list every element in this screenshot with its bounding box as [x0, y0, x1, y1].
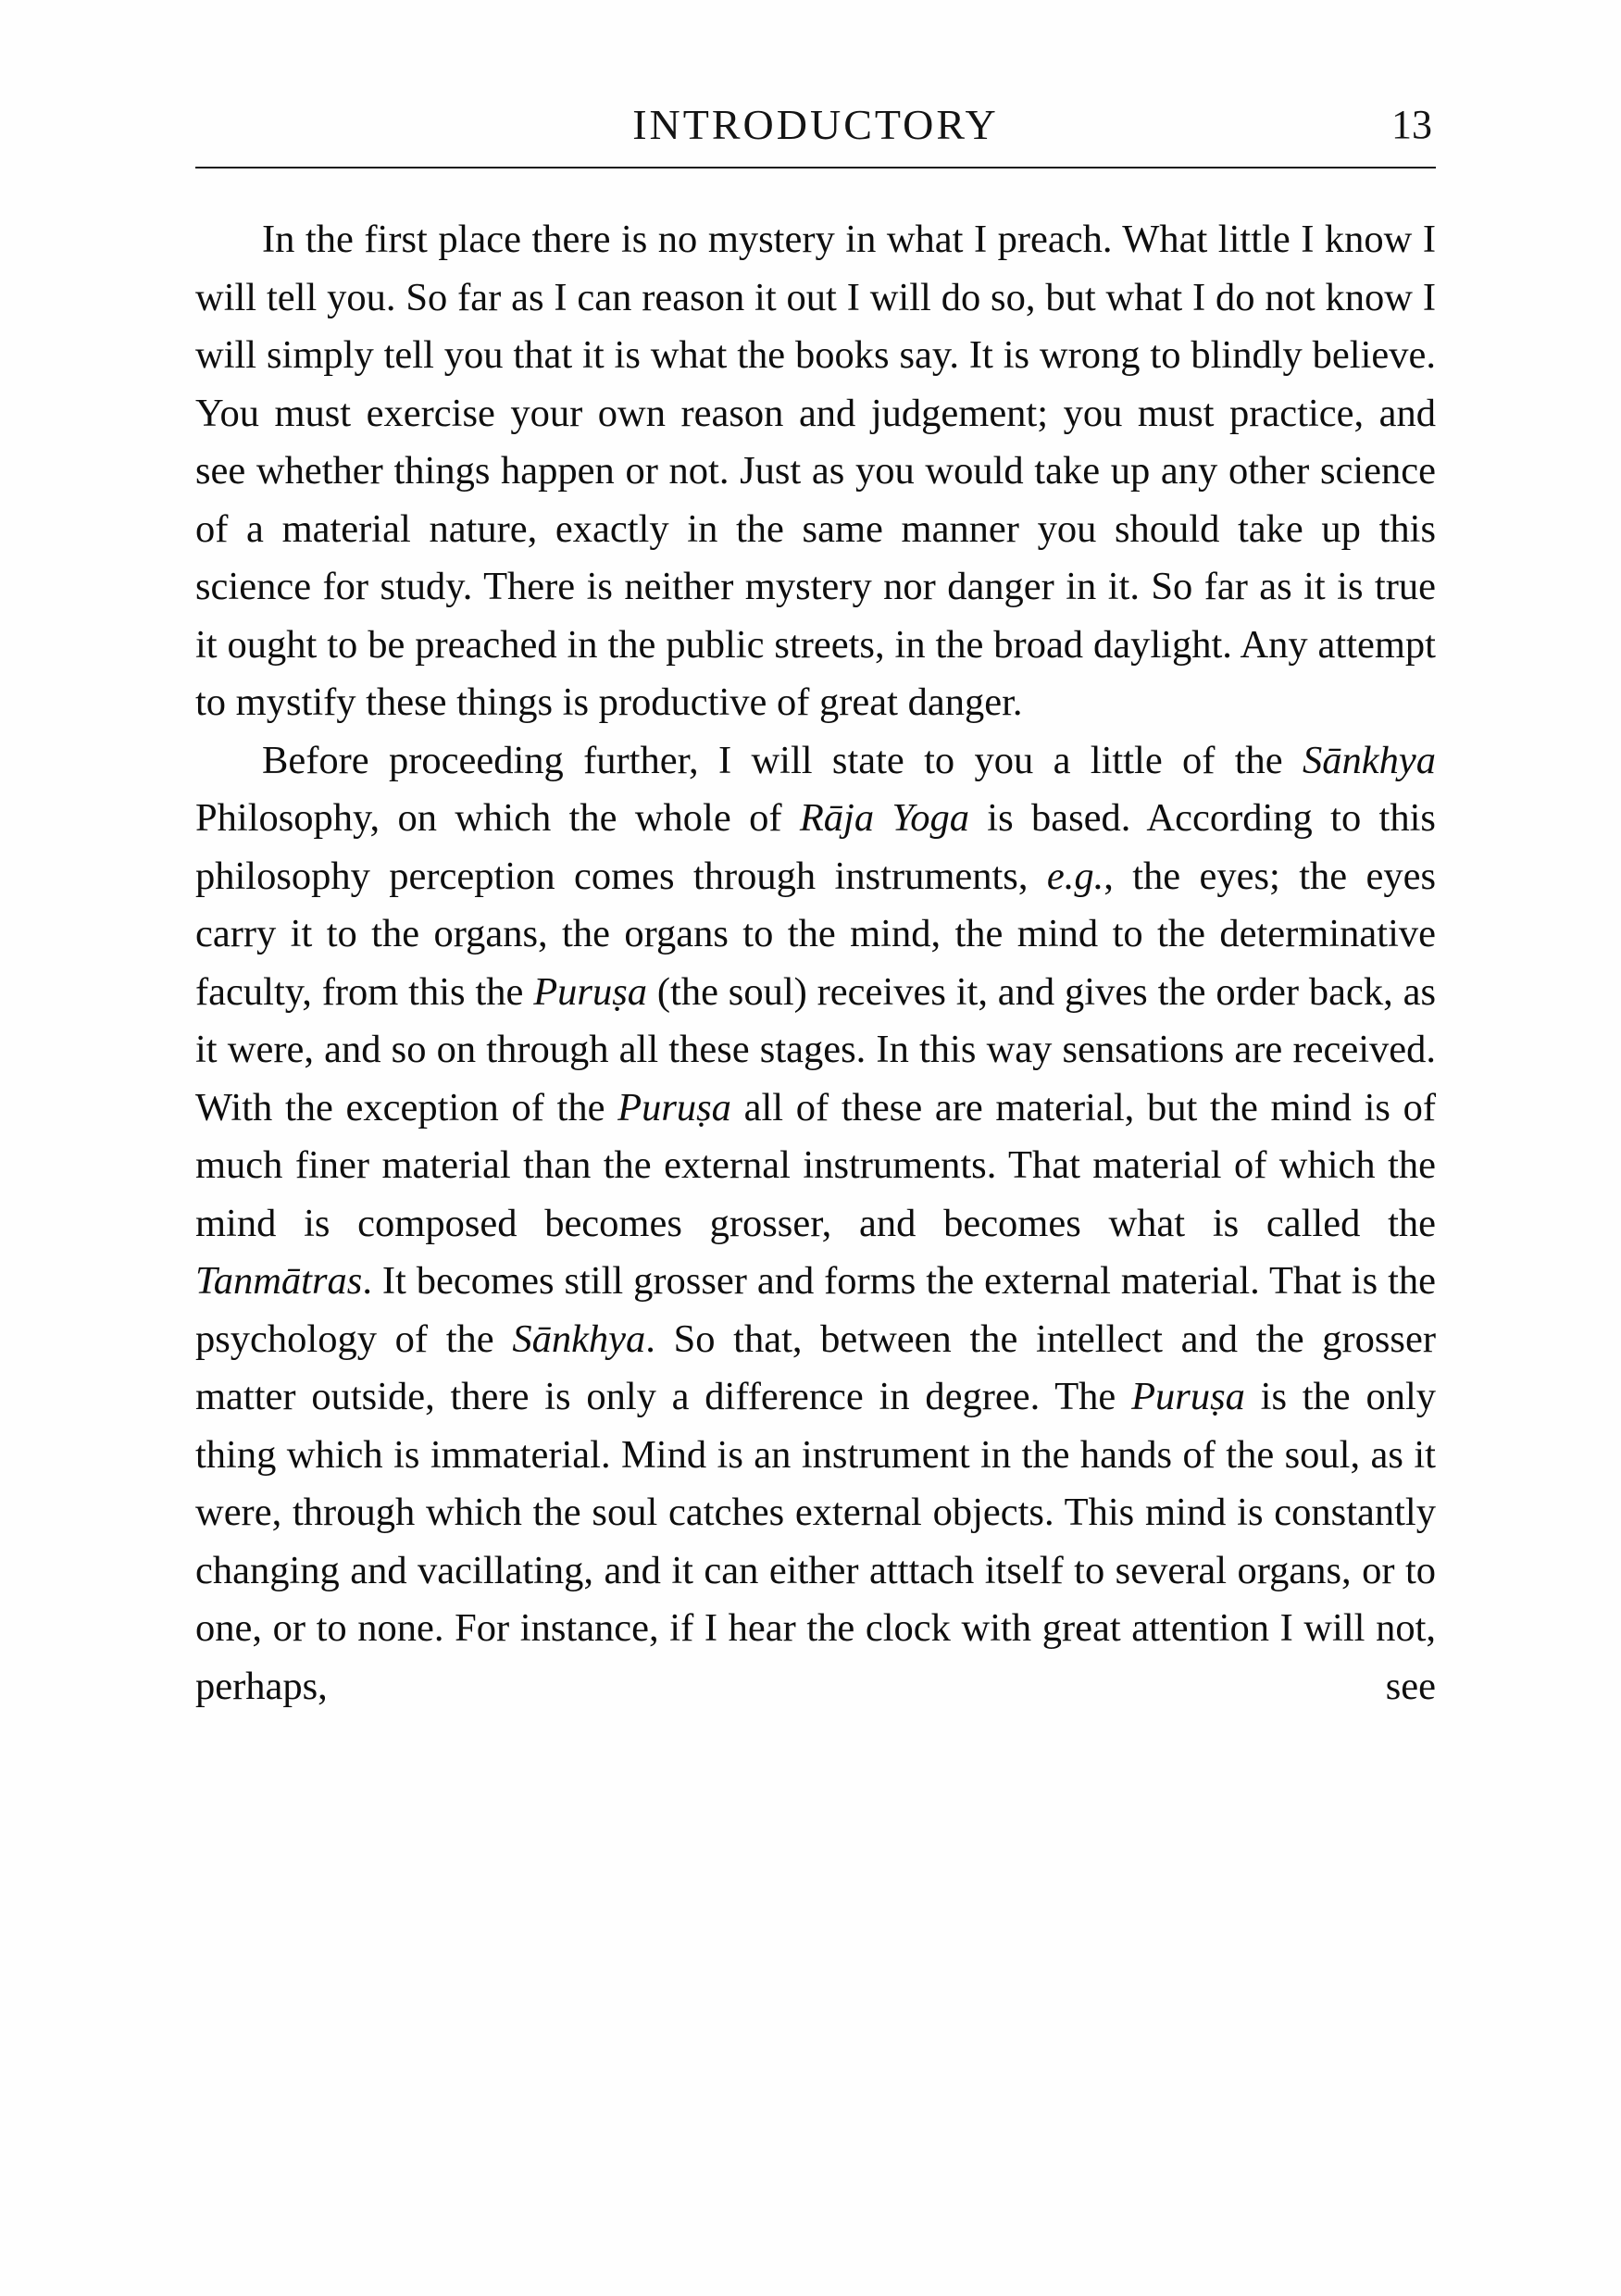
text-run: In the first place there is no mystery in what I preach. What little I know I will tell you. So far as I can reason it out I will do so, but what I do not know I will simply tell you that it is what the books say. It is wrong to blindly believe. You must exercise your own reason and judgement; you must practice, and see whether things happen or not. Just as you would take up any other science of a material nature, exactly in the same manner you should take up this science for study. There is neither mystery nor danger in it. So far as it is true it ought to be preached in the public streets, in the broad daylight. Any attempt to mystify these things is productive of great danger.	[195, 218, 1436, 724]
page-content	[195, 96, 1436, 1716]
italic-term: Rāja Yoga	[799, 796, 969, 840]
italic-term: Puruṣa	[533, 969, 648, 1014]
text-run: . So that, between the intellect and the grosser matter outside, there is only a difference in degree. The	[195, 1316, 1436, 1418]
paragraph	[195, 211, 1436, 732]
paragraph	[195, 732, 1436, 1716]
text-run: (the soul) receives it, and gives the order back, as it were, and so on through all these stages. In this way sensations are received. With the exception of the	[195, 969, 1436, 1129]
text-run: Before proceeding further, I will state to you a little of the	[262, 738, 1303, 782]
text-run: , the eyes; the eyes carry it to the organs, the organs to the mind, the mind to the determinative faculty, from this the	[195, 854, 1436, 1014]
text-run: is based. According to this philosophy perception comes through instruments,	[195, 796, 1436, 898]
italic-term: Sānkhya	[512, 1316, 646, 1361]
italic-term: e.g.	[1046, 854, 1104, 898]
page-header	[195, 96, 1436, 168]
page-title: INTRODUCTORY	[632, 101, 999, 148]
italic-term: Puruṣa	[617, 1085, 731, 1129]
text-run: is the only thing which is immaterial. Mind is an instrument in the hands of the soul, as it were, through which the soul catches external objects. This mind is constantly changing and vacillating, and it can either atttach itself to several organs, or to one, or to none. For instance, if I hear the clock with great attention I will not, perhaps, see	[195, 1375, 1437, 1708]
text-body	[195, 211, 1436, 1716]
text-run: Philosophy, on which the whole of	[195, 796, 800, 840]
page-number: 13	[1391, 102, 1432, 147]
text-run: . It becomes still grosser and forms the external material. That is the psychology of the	[195, 1259, 1436, 1361]
italic-term: Puruṣa	[1131, 1375, 1245, 1418]
italic-term: Sānkhya	[1303, 738, 1436, 782]
text-run: all of these are material, but the mind is of much finer material than the external instruments. That material of which the mind is composed becomes grosser, and becomes what is called the	[195, 1085, 1437, 1245]
italic-term: Tanmātras	[195, 1259, 363, 1303]
